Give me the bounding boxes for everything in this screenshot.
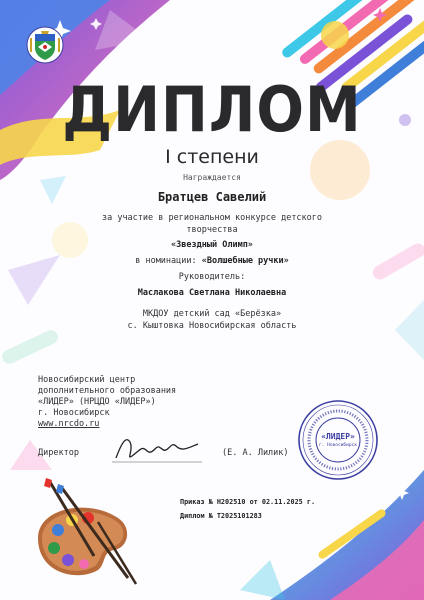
- contest-description-line1: за участие в региональном конкурсе детского: [101, 213, 323, 223]
- organizer-line4: г. Новосибирск: [38, 408, 110, 418]
- degree-label: I степени: [165, 146, 259, 168]
- order-value: Н202510 от 02.11.2025 г.: [216, 498, 316, 506]
- organizer-line1: Новосибирский центр: [38, 375, 136, 385]
- contest-description-line2: творчества: [186, 225, 238, 235]
- order-line: [180, 497, 315, 508]
- nomination-line: [0, 256, 424, 266]
- coat-of-arms-icon: [26, 26, 64, 64]
- organizer-line3: «ЛИДЕР» (НРЦДО «ЛИДЕР»): [38, 397, 156, 407]
- institution-line1: МКДОУ детский сад «Берёзка»: [142, 309, 282, 319]
- seal-center-subtext: г. Новосибирск: [319, 443, 357, 448]
- organizer-line2: дополнительного образования: [38, 386, 177, 396]
- contest-name: «Звездный Олимп»: [171, 240, 253, 250]
- nomination-prefix: в номинации:: [135, 256, 197, 266]
- director-signature: [112, 432, 202, 464]
- seal-center-text: «ЛИДЕР»: [321, 432, 355, 441]
- diploma-title: ДИПЛОМ: [62, 74, 362, 147]
- organization-seal: [297, 399, 379, 481]
- nomination-name: «Волшебные ручки»: [201, 256, 289, 266]
- order-label: Приказ №: [180, 498, 213, 506]
- diploma-label: Диплом: [180, 512, 205, 520]
- diploma-number: № Т2025101283: [208, 512, 262, 520]
- director-label: Директор: [38, 448, 79, 458]
- director-name: (Е. А. Лилик): [222, 448, 289, 458]
- diploma-number-line: [180, 511, 262, 522]
- institution-line2: с. Кыштовка Новосибирская область: [127, 321, 297, 331]
- awarded-label: Награждается: [183, 173, 241, 182]
- supervisor-name: Маслакова Светлана Николаевна: [137, 288, 287, 298]
- organizer-website-link[interactable]: www.nrcdo.ru: [38, 419, 100, 429]
- supervisor-label: Руководитель:: [178, 272, 246, 282]
- recipient-name: Братцев Савелий: [157, 190, 267, 204]
- paint-palette-icon: [28, 478, 144, 588]
- organizer-info: [38, 375, 176, 430]
